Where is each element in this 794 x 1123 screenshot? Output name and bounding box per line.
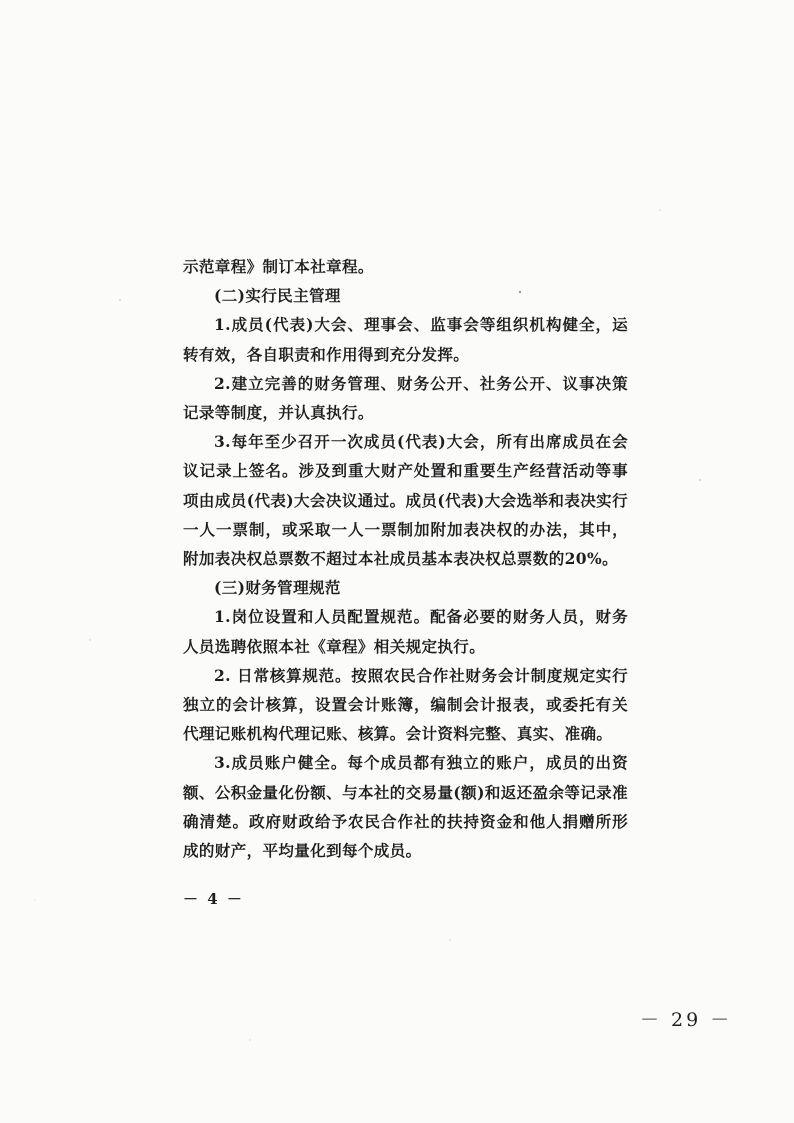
paragraph-item-1: 1.成员(代表)大会、理事会、监事会等组织机构健全，运转有效，各自职责和作用得到充分发挥。 (183, 315, 628, 364)
outer-page-number: － 29 － (640, 1009, 733, 1031)
paragraph-item-1: 1.岗位设置和人员配置规范。配备必要的财务人员，财务人员选聘依照本社《章程》相关规定执行。 (183, 607, 628, 656)
paragraph-item-3: 3.成员账户健全。每个成员都有独立的账户，成员的出资额、公积金量化份额、与本社的交易量(额)和返还盈余等记录准确清楚。政府财政给予农民合作社的扶持资金和他人捐赠所形成的财产，平均量化到每个成员。 (183, 753, 628, 861)
section-heading-democratic-management: (二)实行民主管理 (214, 286, 341, 306)
paragraph-item-2: 2. 日常核算规范。按照农民合作社财务会计制度规定实行独立的会计核算，设置会计账簿，编制会计报表，或委托有关代理记账机构代理记账、核算。会计资料完整、真实、准确。 (183, 665, 628, 744)
document-body (183, 252, 628, 865)
paragraph-item-2: 2.建立完善的财务管理、财务公开、社务公开、议事决策记录等制度，并认真执行。 (183, 373, 628, 423)
paragraph-item-3: 3.每年至少召开一次成员(代表)大会，所有出席成员在会议记录上签名。涉及到重大财产处置和重要生产经营活动等事项由成员(代表)大会决议通过。成员(代表)大会选举和表决实行一人一票制，或采取一人一票制加附加表决权的办法，其中，附加表决权总票数不超过本社成员基本表决权总票数的20%。 (183, 432, 628, 569)
paragraph-continuation: 示范章程》制订本社章程。 (183, 257, 374, 276)
section-heading-financial-management: (三)财务管理规范 (214, 578, 341, 598)
inner-page-number: － 4 － (183, 890, 244, 908)
